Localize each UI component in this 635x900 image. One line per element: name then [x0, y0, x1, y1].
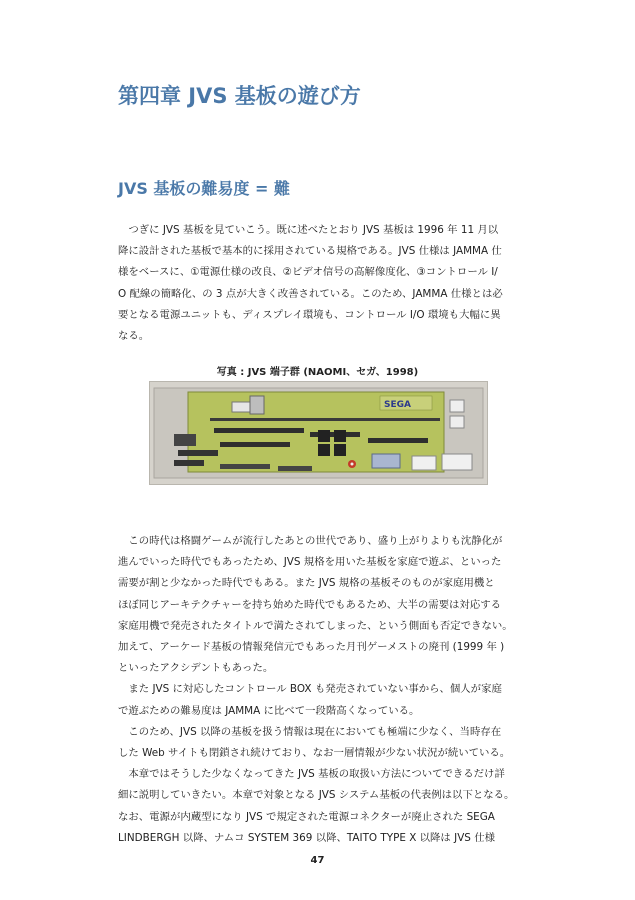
chapter-title: 第四章 JVS 基板の遊び方	[118, 84, 361, 108]
text-line: つぎに JVS 基板を見ていこう。既に述べたとおり JVS 基板は 1996 年 11 月以	[118, 224, 499, 236]
board-label: SEGA	[384, 400, 411, 410]
paragraph-intro	[118, 220, 538, 347]
text-line: 進んでいった時代でもあったため、JVS 規格を用いた基板を家庭で遊ぶ、といった	[118, 556, 502, 569]
text-line: この時代は格闘ゲームが流行したあとの世代であり、盛り上がりよりも沈静化が	[118, 535, 503, 547]
text-line: 本章ではそうした少なくなってきた JVS 基板の取扱い方法についてできるだけ詳	[118, 768, 505, 781]
section-title: JVS 基板の難易度 = 難	[118, 179, 290, 198]
text-line: このため、JVS 以降の基板を扱う情報は現在においても極端に少なく、当時存在	[118, 725, 502, 738]
text-line: 加えて、アーケード基板の情報発信元でもあった月刊ゲーメストの廃刊 (1999 年 )	[118, 641, 505, 654]
text-line: ほぼ同じアーキテクチャーを持ち始めた時代でもあるため、大半の需要は対応する	[118, 598, 501, 611]
text-line: 要となる電源ユニットも、ディスプレイ環境も、コントロール I/O 環境も大幅に異	[118, 308, 501, 321]
text-line: 需要が割と少なかった時代でもある。また JVS 規格の基板そのものが家庭用機と	[118, 577, 495, 590]
text-line: といったアクシデントもあった。	[118, 662, 274, 675]
text-line: で遊ぶための難易度は JAMMA に比べて一段階高くなっている。	[118, 704, 420, 717]
page-number: 47	[310, 855, 325, 866]
text-line: 降に設計された基板で基本的に採用されている規格である。JVS 仕様は JAMMA 仕	[118, 245, 502, 258]
text-line: した Web サイトも閉鎖され続けており、なお一層情報が少ない状況が続いている。	[118, 747, 511, 760]
text-line: なお、電源が内蔵型になり JVS で規定された電源コネクターが廃止された SEGA	[118, 810, 495, 823]
text-line: LINDBERGH 以降、ナムコ SYSTEM 369 以降、TAITO TYPE X 以降は JVS 仕様	[118, 831, 495, 844]
text-line: 様をベースに、①電源仕様の改良、②ビデオ信号の高解像度化、③コントロール I/	[118, 266, 498, 279]
figure-caption: 写真 : JVS 端子群 (NAOMI、セガ、1998)	[216, 367, 419, 378]
text-line: 家庭用機で発売されたタイトルで満たされてしまった、という側面も否定できない。	[118, 619, 513, 632]
text-line: なる。	[118, 330, 150, 343]
paragraph-main	[118, 531, 538, 849]
text-line: 細に説明していきたい。本章で対象となる JVS システム基板の代表例は以下となる。	[118, 789, 515, 802]
text-line: また JVS に対応したコントロール BOX も発売されていない事から、個人が家庭	[118, 683, 502, 696]
jvs-board-photo	[149, 381, 488, 485]
text-line: O 配線の簡略化、の 3 点が大きく改善されている。このため、JAMMA 仕様とは必	[118, 287, 503, 300]
